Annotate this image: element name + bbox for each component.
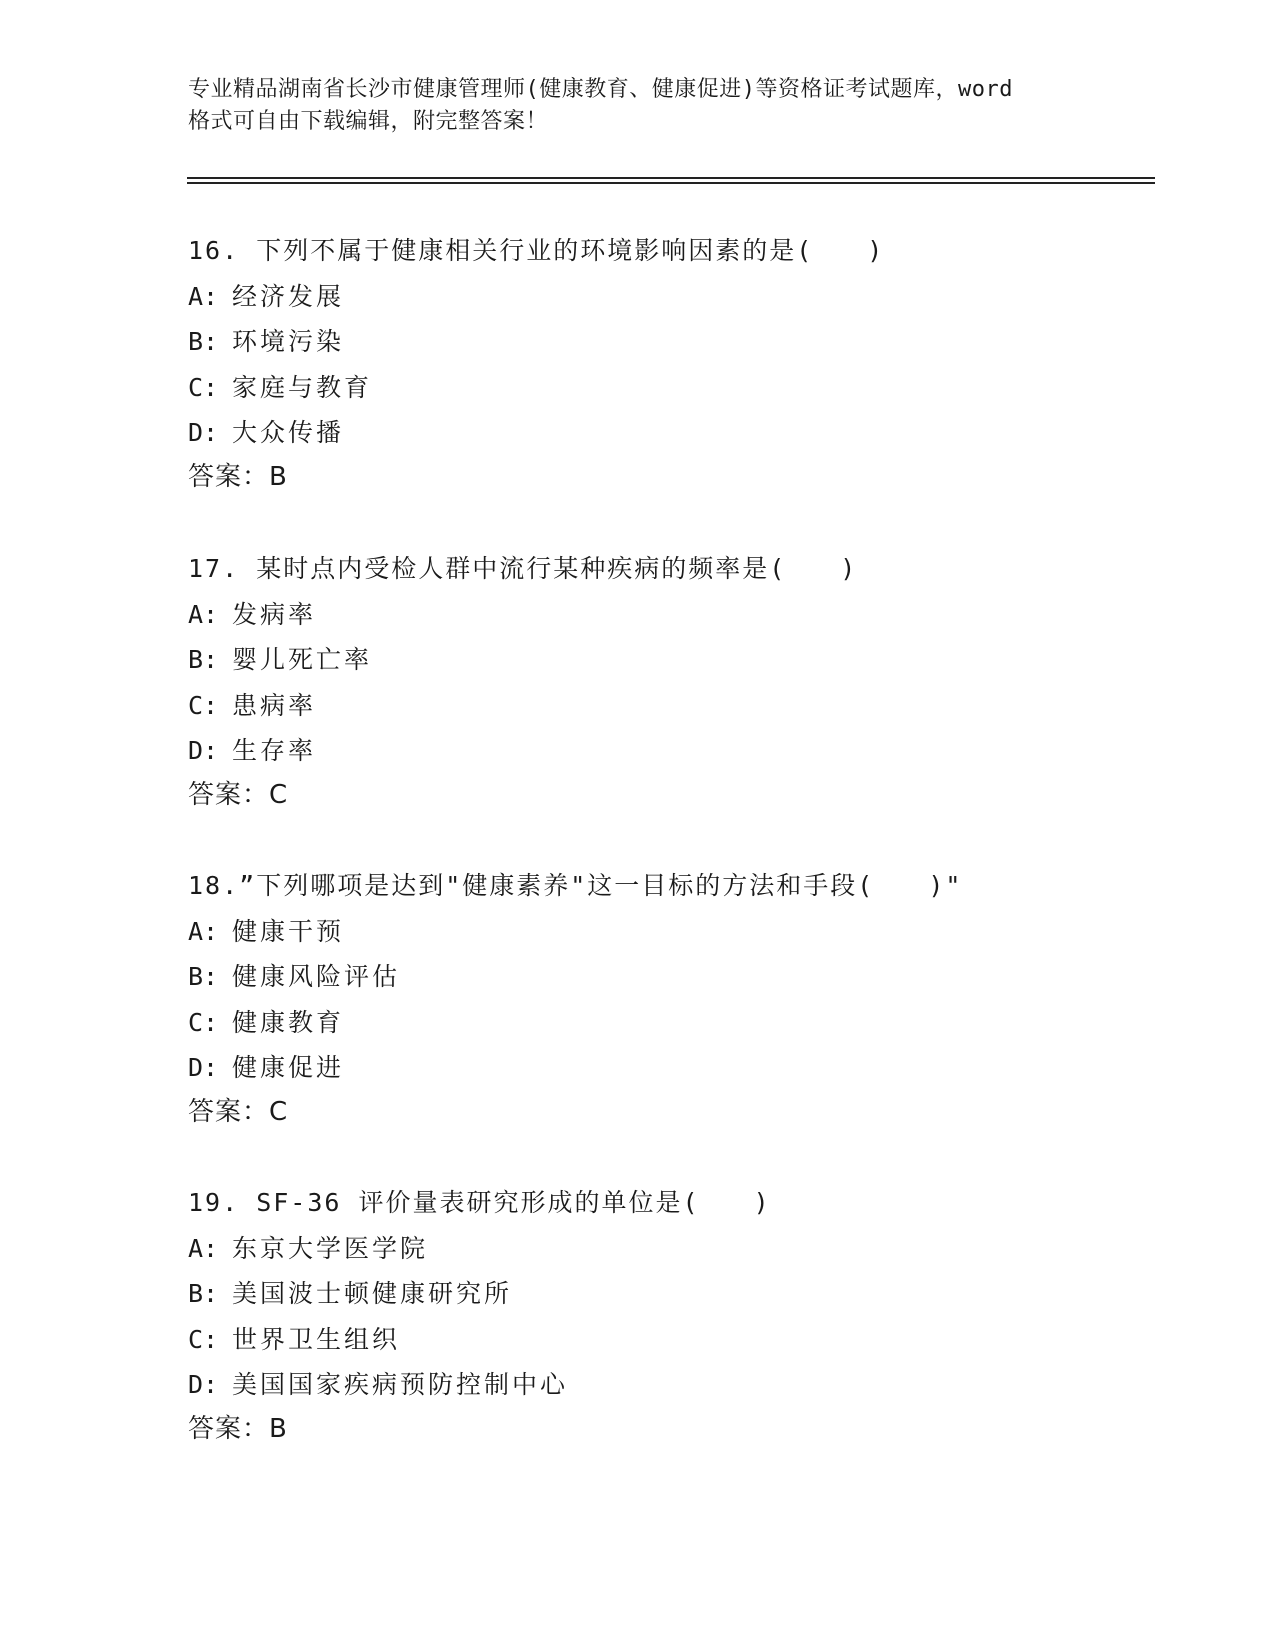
option-text: 经济发展 <box>232 281 345 311</box>
option-text: 家庭与教育 <box>232 372 373 402</box>
option-letter: B: <box>188 645 219 674</box>
option-a <box>188 1234 1188 1264</box>
option-b <box>188 645 1188 675</box>
option-letter: D: <box>188 1053 219 1082</box>
option-d <box>188 736 1188 766</box>
option-letter: A: <box>188 916 219 946</box>
option-text: 生存率 <box>232 736 317 765</box>
document-header <box>188 74 1088 138</box>
option-c <box>188 373 1188 403</box>
option-letter: B: <box>188 962 219 991</box>
answer: 答案：B <box>188 1414 288 1444</box>
answer: 答案：C <box>188 780 289 810</box>
option-text: 美国波士顿健康研究所 <box>232 1279 513 1308</box>
option-text: 大众传播 <box>232 418 345 447</box>
option-letter: A: <box>188 281 219 311</box>
answer: 答案：C <box>188 1097 289 1127</box>
option-text: 健康风险评估 <box>232 962 401 991</box>
option-letter: D: <box>188 418 219 447</box>
option-a <box>188 600 1188 630</box>
option-letter: D: <box>188 1370 219 1399</box>
option-b <box>188 962 1188 992</box>
option-letter: C: <box>188 1007 219 1037</box>
option-letter: A: <box>188 1233 219 1263</box>
option-d <box>188 1370 1188 1400</box>
option-c <box>188 1325 1188 1355</box>
option-letter: C: <box>188 1324 219 1354</box>
option-text: 患病率 <box>232 690 317 720</box>
question-stem: 18.”下列哪项是达到"健康素养"这一目标的方法和手段( )" <box>188 871 963 900</box>
header-line-2: 格式可自由下载编辑，附完整答案！ <box>188 109 549 134</box>
header-divider-bottom <box>187 182 1155 184</box>
option-text: 健康教育 <box>232 1007 345 1037</box>
question-stem: 17. 某时点内受检人群中流行某种疾病的频率是( ) <box>188 554 858 583</box>
question-16 <box>188 236 1188 492</box>
question-18 <box>188 871 1188 1127</box>
option-letter: B: <box>188 327 219 356</box>
option-text: 环境污染 <box>232 327 345 356</box>
option-d <box>188 418 1188 448</box>
option-text: 健康促进 <box>232 1053 345 1082</box>
option-letter: D: <box>188 736 219 765</box>
option-b <box>188 1279 1188 1309</box>
option-letter: C: <box>188 690 219 720</box>
option-b <box>188 327 1188 357</box>
question-17 <box>188 554 1188 810</box>
answer: 答案：B <box>188 462 288 492</box>
option-letter: C: <box>188 372 219 402</box>
option-text: 世界卫生组织 <box>232 1324 401 1354</box>
option-text: 东京大学医学院 <box>232 1233 429 1263</box>
option-a <box>188 917 1188 947</box>
option-text: 健康干预 <box>232 916 345 946</box>
option-text: 婴儿死亡率 <box>232 645 373 674</box>
question-stem: 16. 下列不属于健康相关行业的环境影响因素的是( ) <box>188 236 885 265</box>
option-letter: B: <box>188 1279 219 1308</box>
option-d <box>188 1053 1188 1083</box>
header-line-1: 专业精品湖南省长沙市健康管理师(健康教育、健康促进)等资格证考试题库，word <box>188 77 1013 102</box>
option-text: 发病率 <box>232 599 317 629</box>
option-text: 美国国家疾病预防控制中心 <box>232 1370 569 1399</box>
question-19 <box>188 1188 1188 1444</box>
header-divider-top <box>187 177 1155 179</box>
question-stem: 19. SF-36 评价量表研究形成的单位是( ) <box>188 1188 771 1217</box>
option-letter: A: <box>188 599 219 629</box>
option-c <box>188 691 1188 721</box>
option-c <box>188 1008 1188 1038</box>
option-a <box>188 282 1188 312</box>
